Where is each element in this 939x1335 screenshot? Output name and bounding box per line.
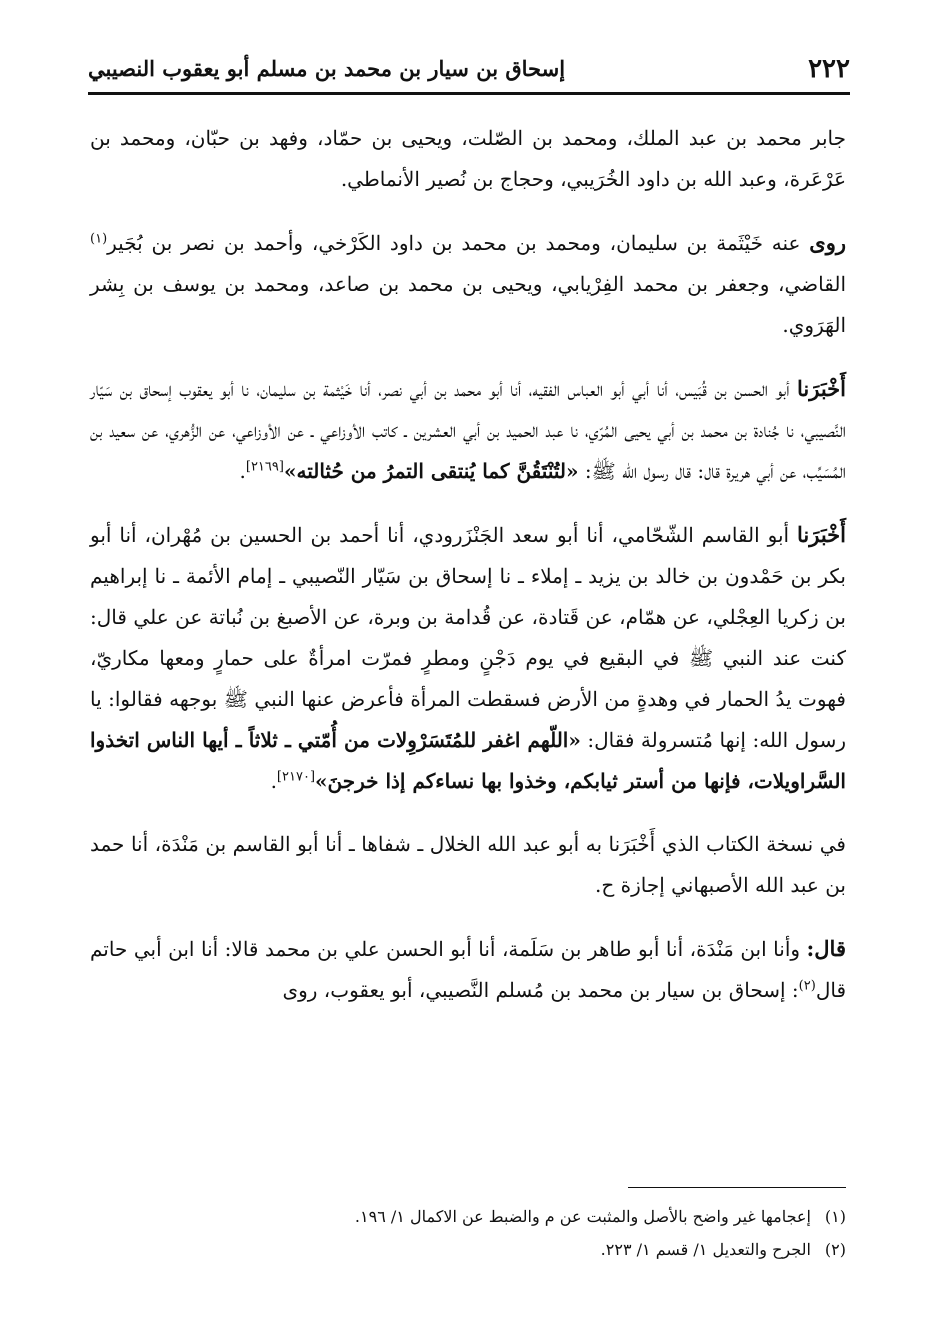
footnote-divider [628, 1187, 846, 1188]
paragraph-text-continued: القاضي، وجعفر بن محمد الفِرْيابي، ويحيى بن محمد بن صاعد، ومحمد بن يوسف بن بِشر الهَرَوي. [90, 272, 846, 337]
running-title: إسحاق بن سيار بن محمد بن مسلم أبو يعقوب النصيبي [88, 56, 566, 81]
footnote-text: إعجامها غير واضح بالأصل والمثبت عن م والضبط عن الاكمال ١/ ١٩٦. [354, 1207, 811, 1226]
paragraph-lead: قال: [806, 936, 846, 961]
paragraph-text: في نسخة الكتاب الذي أَخْبَرَنا به أبو عبد الله الخلال ـ شفاها ـ أنا أبو القاسم بن مَنْدَة، أنا حمد بن عبد الله الأصبهاني إجازة ح. [90, 832, 846, 897]
paragraph-text: أبو القاسم الشّحّامي، أنا أبو سعد الجَنْزَرودي، أنا أحمد بن الحسين بن مُهْران، أنا أبو بكر بن حَمْدون بن خالد بن يزيد ـ إملاء ـ نا إسحاق بن سَيّار النّصيبي ـ إمام الأئمة ـ نا إبراهيم بن زكريا العِجْلي، عن همّام، عن قَتادة، عن قُدامة بن وبرة، عن الأصبغ بن نُباتة عن علي قال: كنت عند النبي ﷺ في البقيع في يوم دَجْنٍ ومطرٍ فمرّت امرأةٌ على حمارٍ ومعها مكاريّ، فهوت يدُ الحمار في وهدةٍ من الأرض فسقطت المرأة فأعرض عنها النبي ﷺ بوجهه فقالوا: يا رسول الله: إنها مُتسرولة فقال: [90, 523, 846, 752]
footnotes [90, 1200, 846, 1266]
paragraph-text: عنه خَيْثَمة بن سليمان، ومحمد بن محمد بن داود الكَرْخي، وأحمد بن نصر بن بُجَير [107, 231, 810, 255]
paragraph-lead: أَخْبَرَنا [797, 522, 846, 547]
hadith-text: «اللّهم اغفر للمُتَسَرْوِلات من أُمّتي ـ ثلاثاً ـ أيها الناس اتخذوا السَّراويلات، فإنها من أستر ثيابكم، وخذوا بها نساءكم إذا خرجنَ» [90, 728, 846, 793]
hadith-text: «لتُنْتَقُنَّ كما يُنتقى التمرُ من حُثالته» [283, 459, 579, 483]
paragraph-text-continued: : إسحاق بن سيار بن محمد بن مُسلم النَّصيبي، أبو يعقوب، روى [282, 978, 799, 1002]
footnote-marker: (٢) [798, 978, 816, 994]
footnote-number: (٢) [824, 1240, 846, 1259]
paragraph-hadith-2170 [90, 514, 846, 802]
paragraph-ibn-abi-hatim [90, 928, 846, 1011]
paragraph-lead: أَخْبَرَنا [797, 376, 846, 401]
paragraph-end: . [239, 459, 246, 483]
footnote-text: الجرح والتعديل ١/ قسم ١/ ٢٢٣. [600, 1240, 811, 1259]
paragraph-text: أبو الحسن بن قُبَيس، أنا أبي أبو العباس الفقيه، أنا أبو محمد بن أبي نصر، أنا خَيْثمة بن سليمان، نا أبو يعقوب إسحاق بن سَيّار النَّصيبي، نا جُنادة بن محمد بن أبي يحيى المُرّي، نا عبد الحميد بن أبي العشرين ـ كاتب الأوزاعي ـ عن الأوزاعي، عن الزُّهري، عن سعيد بن المُسَيِّب، عن أبي هريرة قال: قال رسول الله ﷺ: [90, 377, 846, 483]
paragraph-hadith-2169 [90, 368, 846, 492]
hadith-reference: [٢١٧٠] [276, 769, 316, 785]
footnote-1 [90, 1200, 846, 1233]
paragraph-manuscript [90, 824, 846, 906]
paragraph-teachers [90, 118, 846, 200]
main-text [90, 118, 846, 1033]
footnote-number: (١) [824, 1207, 846, 1226]
footnote-2 [90, 1233, 846, 1266]
paragraph-lead: روى [809, 230, 846, 255]
hadith-reference: [٢١٦٩] [245, 459, 284, 475]
paragraph-students [90, 222, 846, 346]
footnote-marker: (١) [90, 231, 108, 247]
paragraph-end: . [270, 769, 277, 793]
paragraph-text: جابر محمد بن عبد الملك، ومحمد بن الصّلت، ويحيى بن حمّاد، وفهد بن حبّان، ومحمد بن عَرْعَرة، وعبد الله بن داود الخُرَيبي، وحجاج بن نُصير الأنماطي. [90, 126, 846, 191]
page-header [88, 48, 850, 95]
paragraph-text: وأنا ابن مَنْدَة، أنا أبو طاهر بن سَلَمة، أنا أبو الحسن علي بن محمد قالا: أنا ابن أبي حاتم قال [90, 937, 846, 1002]
page-number: ٢٢٢ [808, 54, 850, 84]
